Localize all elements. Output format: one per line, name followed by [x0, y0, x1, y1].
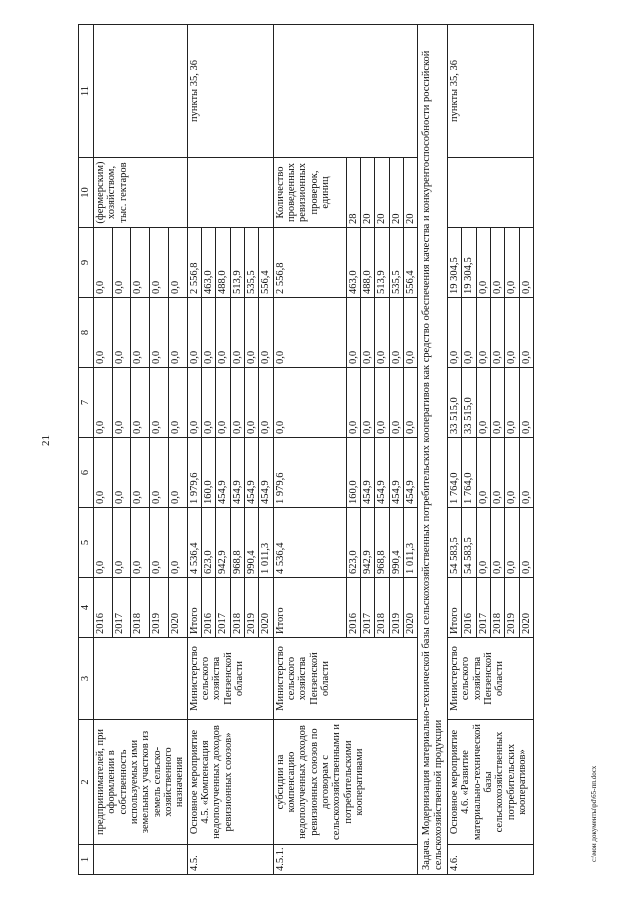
value-cell: 942,9 — [216, 508, 230, 578]
year-cell: Итого — [187, 578, 201, 638]
table-row — [187, 25, 201, 875]
value-cell: 0,0 — [519, 228, 533, 298]
year-cell: 2019 — [150, 578, 169, 638]
year-cell: 2018 — [131, 578, 150, 638]
value-cell: 0,0 — [346, 298, 360, 368]
value-cell: 0,0 — [346, 368, 360, 438]
year-cell: 2017 — [476, 578, 490, 638]
value-cell: 0,0 — [273, 368, 346, 438]
value-cell: 0,0 — [360, 368, 374, 438]
value-cell: 556,4 — [259, 228, 273, 298]
column-number-header: 9 — [79, 228, 94, 298]
value-cell: 454,9 — [403, 438, 417, 508]
number-cell: 4.6. — [447, 845, 533, 875]
column-number-header: 4 — [79, 578, 94, 638]
value-cell: 0,0 — [490, 228, 504, 298]
value-cell: 0,0 — [259, 368, 273, 438]
value-cell: 0,0 — [216, 298, 230, 368]
value-cell: 19 304,5 — [462, 228, 476, 298]
value-cell: 0,0 — [519, 508, 533, 578]
number-cell: 4.5. — [187, 845, 273, 875]
value-cell: 0,0 — [505, 228, 519, 298]
value-cell: 0,0 — [201, 368, 215, 438]
value-cell: 0,0 — [168, 508, 187, 578]
value-cell: 1 011,3 — [259, 508, 273, 578]
file-path-footer: c:\мои документы\pd\65-пп.docx — [590, 765, 598, 862]
table-row — [273, 25, 346, 875]
value-cell: 4 536,4 — [273, 508, 346, 578]
value-cell: 488,0 — [216, 228, 230, 298]
task-text: Задача. Модернизация материально-технической базы сельскохозяйственных потребительских кооперативов как средство обеспечения качества и конкурентоспособности российской сельскохозяйственной продукции — [418, 25, 448, 875]
value-cell: 0,0 — [505, 368, 519, 438]
value-cell: 0,0 — [375, 298, 389, 368]
value-cell: 0,0 — [490, 298, 504, 368]
value-cell: 1 011,3 — [403, 508, 417, 578]
value-cell: 513,9 — [375, 228, 389, 298]
value-cell: 0,0 — [519, 438, 533, 508]
indicator-value-cell: 20 — [360, 158, 374, 228]
column-number-header: 1 — [79, 845, 94, 875]
value-cell: 19 304,5 — [447, 228, 461, 298]
value-cell: 2 556,8 — [273, 228, 346, 298]
value-cell: 488,0 — [360, 228, 374, 298]
value-cell: 0,0 — [476, 438, 490, 508]
column-number-header: 7 — [79, 368, 94, 438]
year-cell: 2016 — [346, 578, 360, 638]
value-cell: 0,0 — [112, 508, 131, 578]
value-cell: 0,0 — [150, 298, 169, 368]
header-row — [79, 25, 94, 875]
value-cell: 535,5 — [244, 228, 258, 298]
column-number-header: 6 — [79, 438, 94, 508]
executor-cell: Министерство сельского хозяйства Пензенской области — [273, 638, 418, 720]
number-cell — [94, 845, 188, 875]
value-cell: 454,9 — [259, 438, 273, 508]
value-cell: 0,0 — [462, 298, 476, 368]
year-cell: Итого — [447, 578, 461, 638]
value-cell: 1 979,6 — [187, 438, 201, 508]
program-table — [78, 24, 534, 875]
year-cell: 2018 — [375, 578, 389, 638]
value-cell: 0,0 — [168, 438, 187, 508]
value-cell: 0,0 — [150, 228, 169, 298]
value-cell: 0,0 — [131, 298, 150, 368]
value-cell: 0,0 — [168, 298, 187, 368]
year-cell: 2019 — [244, 578, 258, 638]
indicator-value-cell: 20 — [389, 158, 403, 228]
value-cell: 0,0 — [230, 368, 244, 438]
value-cell: 0,0 — [403, 298, 417, 368]
year-cell: 2018 — [490, 578, 504, 638]
value-cell: 1 764,0 — [462, 438, 476, 508]
value-cell: 33 515,0 — [447, 368, 461, 438]
value-cell: 1 764,0 — [447, 438, 461, 508]
rotated-table-container — [78, 25, 588, 875]
value-cell: 0,0 — [505, 438, 519, 508]
year-cell: 2016 — [462, 578, 476, 638]
value-cell: 4 536,4 — [187, 508, 201, 578]
value-cell: 0,0 — [476, 508, 490, 578]
number-cell: 4.5.1. — [273, 845, 418, 875]
value-cell: 513,9 — [230, 228, 244, 298]
value-cell: 556,4 — [403, 228, 417, 298]
value-cell: 0,0 — [360, 298, 374, 368]
indicator-value-cell: 20 — [403, 158, 417, 228]
indicator-value-cell: 28 — [346, 158, 360, 228]
indicator-cell: (фермерским) хозяйством, тыс. гектаров — [94, 158, 188, 228]
table-row — [94, 25, 113, 875]
value-cell: 623,0 — [201, 508, 215, 578]
value-cell: 0,0 — [505, 298, 519, 368]
value-cell: 0,0 — [389, 368, 403, 438]
value-cell: 0,0 — [216, 368, 230, 438]
value-cell: 0,0 — [131, 228, 150, 298]
value-cell: 0,0 — [403, 368, 417, 438]
value-cell: 0,0 — [519, 298, 533, 368]
value-cell: 0,0 — [94, 368, 113, 438]
year-cell: 2017 — [216, 578, 230, 638]
value-cell: 990,4 — [244, 508, 258, 578]
executor-cell: Министерство сельского хозяйства Пензенской области — [187, 638, 273, 720]
value-cell: 0,0 — [389, 298, 403, 368]
value-cell: 535,5 — [389, 228, 403, 298]
year-cell: 2019 — [389, 578, 403, 638]
value-cell: 454,9 — [230, 438, 244, 508]
value-cell: 0,0 — [187, 298, 201, 368]
value-cell: 0,0 — [273, 298, 346, 368]
column-number-header: 2 — [79, 720, 94, 845]
value-cell: 454,9 — [216, 438, 230, 508]
value-cell: 463,0 — [346, 228, 360, 298]
points-cell — [273, 25, 418, 158]
value-cell: 0,0 — [94, 438, 113, 508]
value-cell: 968,8 — [230, 508, 244, 578]
value-cell: 0,0 — [150, 438, 169, 508]
indicator-cell — [187, 158, 273, 228]
value-cell: 463,0 — [201, 228, 215, 298]
value-cell: 0,0 — [201, 298, 215, 368]
value-cell: 0,0 — [476, 298, 490, 368]
value-cell: 2 556,8 — [187, 228, 201, 298]
value-cell: 0,0 — [375, 368, 389, 438]
value-cell: 160,0 — [346, 438, 360, 508]
value-cell: 990,4 — [389, 508, 403, 578]
value-cell: 0,0 — [447, 298, 461, 368]
value-cell: 1 979,6 — [273, 438, 346, 508]
value-cell: 54 583,5 — [462, 508, 476, 578]
value-cell: 0,0 — [490, 368, 504, 438]
column-number-header: 3 — [79, 638, 94, 720]
year-cell: 2017 — [360, 578, 374, 638]
year-cell: 2020 — [519, 578, 533, 638]
page-number: 21 — [40, 435, 52, 446]
value-cell: 0,0 — [476, 368, 490, 438]
value-cell: 0,0 — [490, 438, 504, 508]
value-cell: 0,0 — [112, 298, 131, 368]
executor-cell: Министерство сельского хозяйства Пензенской области — [447, 638, 533, 720]
value-cell: 0,0 — [519, 368, 533, 438]
column-number-header: 11 — [79, 25, 94, 158]
column-number-header: 8 — [79, 298, 94, 368]
column-number-header: 5 — [79, 508, 94, 578]
value-cell: 0,0 — [259, 298, 273, 368]
value-cell: 33 515,0 — [462, 368, 476, 438]
indicator-cell — [447, 158, 533, 228]
value-cell: 0,0 — [131, 368, 150, 438]
value-cell: 0,0 — [112, 228, 131, 298]
points-cell — [94, 25, 188, 158]
value-cell: 942,9 — [360, 508, 374, 578]
year-cell: 2016 — [94, 578, 113, 638]
value-cell: 0,0 — [168, 368, 187, 438]
value-cell: 0,0 — [94, 298, 113, 368]
measure-name-cell: субсидии на компенсацию недополученных доходов ревизионных союзов по договорам с сельскохозяйственными и потребительскими кооперативами — [273, 720, 418, 845]
table-row — [447, 25, 461, 875]
year-cell: 2020 — [403, 578, 417, 638]
measure-name-cell: Основное мероприятие 4.6. «Развитие материально-технической базы сельскохозяйственных потребительских кооперативов» — [447, 720, 533, 845]
value-cell: 0,0 — [490, 508, 504, 578]
executor-cell — [94, 638, 188, 720]
value-cell: 54 583,5 — [447, 508, 461, 578]
measure-name-cell: предпринимателей, при оформлении в собственность используемых ими земельных участков из земель сельско-хозяйственного назначения — [94, 720, 188, 845]
value-cell: 0,0 — [244, 298, 258, 368]
value-cell: 0,0 — [505, 508, 519, 578]
year-cell: 2016 — [201, 578, 215, 638]
value-cell: 0,0 — [476, 228, 490, 298]
value-cell: 968,8 — [375, 508, 389, 578]
task-row — [418, 25, 448, 875]
value-cell: 0,0 — [150, 508, 169, 578]
column-number-header: 10 — [79, 158, 94, 228]
value-cell: 454,9 — [375, 438, 389, 508]
value-cell: 160,0 — [201, 438, 215, 508]
points-cell: пункты 35, 36 — [187, 25, 273, 158]
value-cell: 0,0 — [187, 368, 201, 438]
value-cell: 0,0 — [94, 508, 113, 578]
indicator-cell: Количество проведенных ревизионных проверок, единиц — [273, 158, 346, 228]
value-cell: 0,0 — [150, 368, 169, 438]
value-cell: 0,0 — [112, 368, 131, 438]
value-cell: 623,0 — [346, 508, 360, 578]
value-cell: 454,9 — [389, 438, 403, 508]
measure-name-cell: Основное мероприятие 4.5. «Компенсация недополученных доходов ревизионных союзов» — [187, 720, 273, 845]
value-cell: 0,0 — [230, 298, 244, 368]
value-cell: 0,0 — [244, 368, 258, 438]
value-cell: 0,0 — [168, 228, 187, 298]
year-cell: 2020 — [168, 578, 187, 638]
year-cell: 2019 — [505, 578, 519, 638]
value-cell: 0,0 — [112, 438, 131, 508]
indicator-value-cell: 20 — [375, 158, 389, 228]
value-cell: 0,0 — [131, 508, 150, 578]
year-cell: Итого — [273, 578, 346, 638]
year-cell: 2020 — [259, 578, 273, 638]
value-cell: 454,9 — [360, 438, 374, 508]
points-cell: пункты 35, 36 — [447, 25, 533, 158]
year-cell: 2017 — [112, 578, 131, 638]
value-cell: 0,0 — [94, 228, 113, 298]
value-cell: 454,9 — [244, 438, 258, 508]
value-cell: 0,0 — [131, 438, 150, 508]
year-cell: 2018 — [230, 578, 244, 638]
